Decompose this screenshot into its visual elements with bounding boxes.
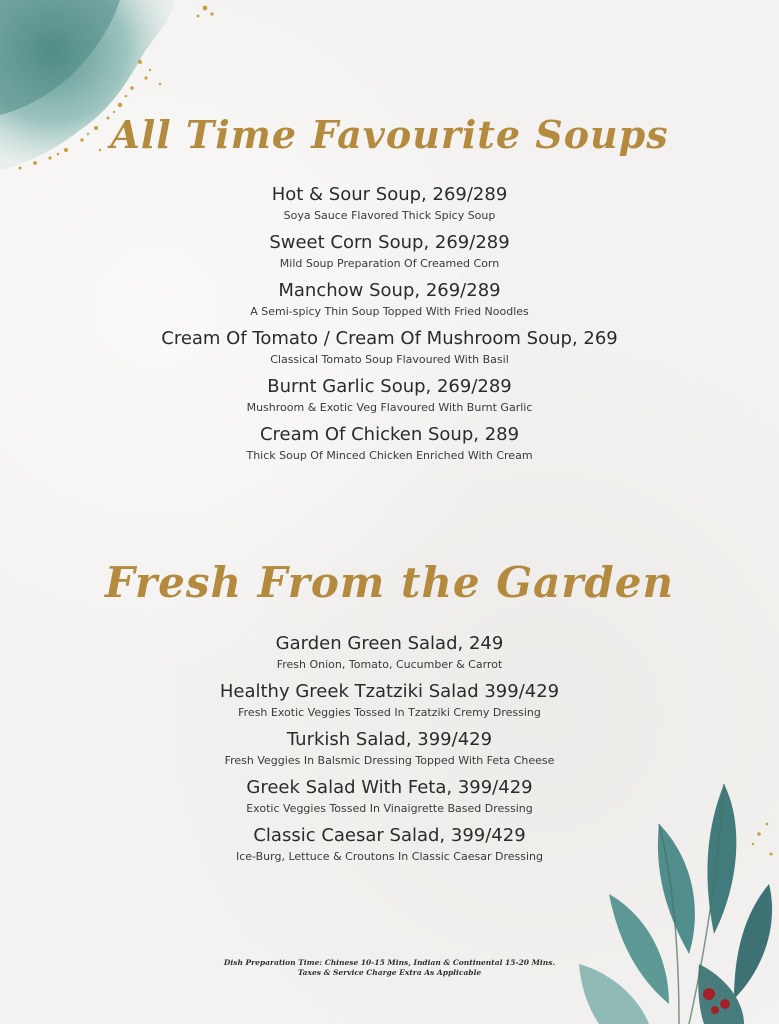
soup-item-description: Classical Tomato Soup Flavoured With Basil [270, 353, 509, 366]
salad-item-name: Greek Salad With Feta, 399/429 [246, 777, 533, 798]
salad-item [0, 727, 779, 775]
watercolor-corner-decoration [0, 0, 230, 200]
soup-item-name: Sweet Corn Soup, 269/289 [269, 232, 510, 253]
soup-item-name: Cream Of Tomato / Cream Of Mushroom Soup, 269 [161, 328, 618, 349]
salad-item [0, 631, 779, 679]
soup-item [0, 326, 779, 374]
footer-note [0, 958, 779, 978]
soup-item-description: Thick Soup Of Minced Chicken Enriched With Cream [246, 449, 533, 462]
soup-item-name: Cream Of Chicken Soup, 289 [259, 424, 520, 445]
soup-item [0, 278, 779, 326]
soup-item-name: Manchow Soup, 269/289 [278, 280, 501, 301]
salad-item-description: Fresh Onion, Tomato, Cucumber & Carrot [276, 658, 503, 671]
salad-item-name: Healthy Greek Tzatziki Salad 399/429 [219, 681, 560, 702]
soup-item [0, 422, 779, 470]
salad-item-description: Fresh Veggies In Balsmic Dressing Topped With Feta Cheese [224, 754, 555, 767]
salad-item-description: Fresh Exotic Veggies Tossed In Tzatziki Cremy Dressing [238, 706, 541, 719]
taxes-note: Taxes & Service Charge Extra As Applicable [297, 968, 482, 977]
salad-item [0, 775, 779, 823]
soup-item [0, 182, 779, 230]
preparation-time-note: Dish Preparation Time: Chinese 10-15 Mins, Indian & Continental 15-20 Mins. [223, 958, 556, 967]
soup-item-description: Soya Sauce Flavored Thick Spicy Soup [283, 209, 496, 222]
salads-section-title: Fresh From the Garden [104, 558, 675, 607]
soups-list [0, 182, 779, 470]
salad-item-name: Classic Caesar Salad, 399/429 [253, 825, 526, 846]
salad-item [0, 823, 779, 871]
salads-list [0, 631, 779, 871]
soups-section-title: All Time Favourite Soups [110, 112, 669, 157]
soup-item-description: Mild Soup Preparation Of Creamed Corn [279, 257, 500, 270]
salad-item-name: Turkish Salad, 399/429 [286, 729, 493, 750]
soup-item-description: A Semi-spicy Thin Soup Topped With Fried Noodles [250, 305, 529, 318]
salad-item [0, 679, 779, 727]
soup-item-name: Hot & Sour Soup, 269/289 [271, 184, 508, 205]
salad-item-description: Exotic Veggies Tossed In Vinaigrette Based Dressing [246, 802, 533, 815]
soup-item [0, 374, 779, 422]
salad-item-name: Garden Green Salad, 249 [275, 633, 504, 654]
soup-item [0, 230, 779, 278]
soup-item-description: Mushroom & Exotic Veg Flavoured With Burnt Garlic [246, 401, 533, 414]
salad-item-description: Ice-Burg, Lettuce & Croutons In Classic Caesar Dressing [236, 850, 543, 863]
soup-item-name: Burnt Garlic Soup, 269/289 [267, 376, 512, 397]
